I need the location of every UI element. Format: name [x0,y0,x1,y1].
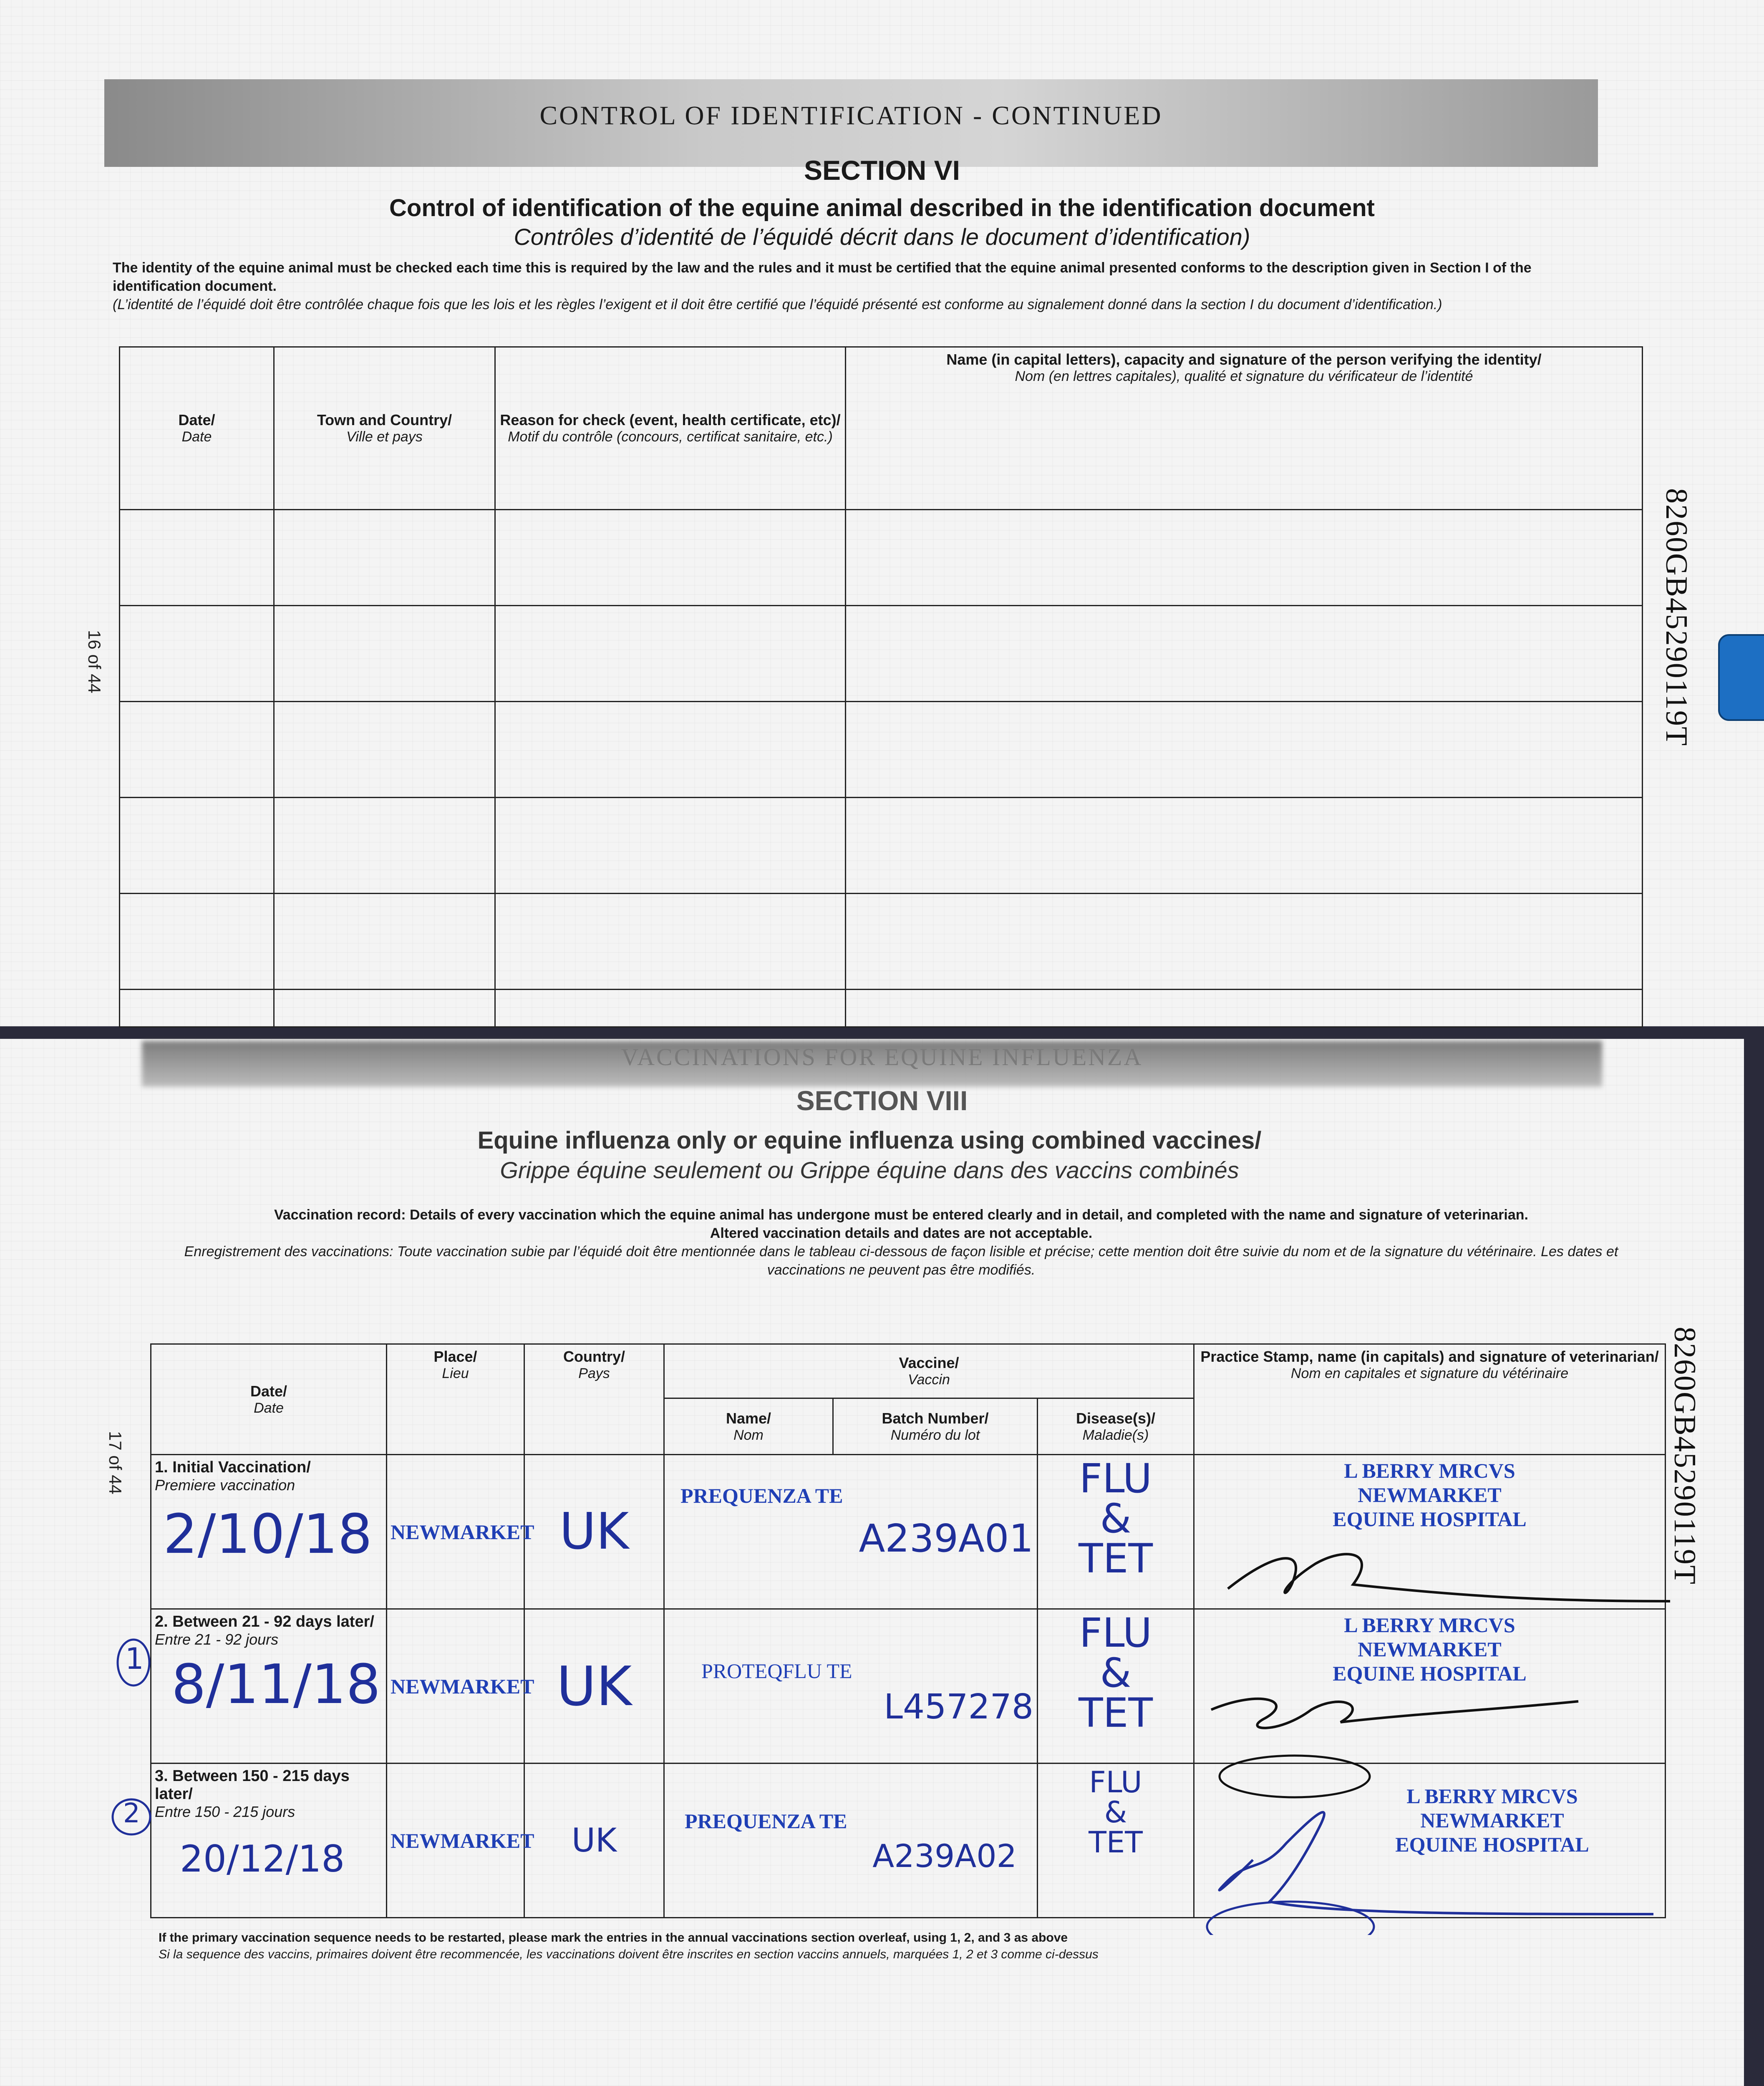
handwritten-country: UK [556,1654,632,1718]
vet-stamp-cell [1194,1609,1666,1764]
table-row [120,606,1643,702]
vaccination-row-2 [151,1609,1666,1764]
table-row [120,510,1643,606]
heading-english: Control of identification of the equine animal described in the identification document [389,194,1375,222]
section-title-viii: SECTION VIII [796,1085,968,1116]
col-disease: Disease(s)/ Maladie(s) [1038,1398,1194,1455]
intro-english: The identity of the equine animal must be checked each time this is required by the law and the rules and it must be certified that the equine animal presented conforms to the description given in Section I of the identification document. [113,260,1532,294]
intro-french: Enregistrement des vaccinations: Toute vaccination subie par l’équidé doit être mentionnée dans le tableau ci-dessous de façon lisible et précise; cette mention doit être suivie du nom et de la signature du vétérinaire. Les dates et vaccinations ne peuvent pas être modifiés. [184,1244,1618,1278]
footnote-french: Si la sequence des vaccins, primaires doivent être recommencée, les vaccinations doivent être inscrites en section vaccins annuels, marquées 1, 2 et 3 comme ci-dessus [159,1947,1099,1961]
intro-french: (L’identité de l’équidé doit être contrôlée chaque fois que les lois et les règles l’exigent et il doit être certifié que l’équidé présenté est conforme au signalement donné dans la section I du document d’identification.) [113,297,1442,312]
col-batch-number: Batch Number/ Numéro du lot [833,1398,1038,1455]
handwritten-date: 8/11/18 [171,1653,381,1716]
row-label: 3. Between 150 - 215 days later/ Entre 150 - 215 jours 20/12/18 [151,1764,387,1918]
col-reason: Reason for check (event, health certificate, etc)/ Motif du contrôle (concours, certificat sanitaire, etc.) [495,347,846,510]
vaccination-row-1 [151,1455,1666,1609]
intro-text [159,1206,1644,1279]
handwritten-batch: L457278 [884,1687,1033,1727]
vet-stamp: L BERRY MRCVS NEWMARKET EQUINE HOSPITAL [1333,1613,1527,1685]
vaccine-name-stamp: PREQUENZA TE [680,1484,843,1507]
handwritten-country: UK [559,1503,629,1561]
handwritten-disease: FLU & TET [1038,1764,1194,1918]
col-place: Place/ Lieu [387,1344,524,1455]
page-number: 17 of 44 [106,1431,125,1494]
handwritten-batch: A239A01 [859,1516,1033,1561]
table-header-row [120,347,1643,510]
intro-english: Vaccination record: Details of every vaccination which the equine animal has undergone must be entered clearly and in detail, and completed with the name and signature of veterinarian. [274,1207,1528,1223]
handwritten-disease: FLU & TET [1038,1455,1194,1609]
col-town-country: Town and Country/ Ville et pays [274,347,495,510]
vet-stamp: L BERRY MRCVS NEWMARKET EQUINE HOSPITAL [1395,1784,1589,1856]
vet-stamp: L BERRY MRCVS NEWMARKET EQUINE HOSPITAL [1333,1459,1527,1531]
col-vaccine-name: Name/ Nom [664,1398,833,1455]
row-label: 1. Initial Vaccination/ Premiere vaccination 2/10/18 [151,1455,387,1609]
vet-stamp-cell [1194,1455,1666,1609]
handwritten-date: 2/10/18 [163,1502,373,1566]
heading-english: Equine influenza only or equine influenza using combined vaccines/ [477,1127,1262,1154]
margin-mark-2: 2 [123,1798,140,1829]
vaccine-name-stamp: PROTEQFLU TE [701,1659,852,1683]
vaccine-name-stamp: PREQUENZA TE [685,1809,847,1833]
place-stamp: NEWMARKET [391,1829,534,1852]
intro-text [113,259,1585,314]
identity-check-table [119,346,1643,1028]
document-id: 8260GB45290119T [1659,488,1693,747]
handwritten-disease: FLU & TET [1038,1609,1194,1764]
page-header-faded: VACCINATIONS FOR EQUINE INFLUENZA [621,1043,1143,1071]
handwritten-batch: A239A02 [872,1837,1017,1874]
table-row [120,894,1643,990]
vaccination-table [150,1343,1666,1918]
col-stamp: Practice Stamp, name (in capitals) and signature of veterinarian/ Nom en capitales et signature du vétérinaire [1194,1344,1666,1455]
table-row [120,702,1643,798]
vet-signature [1203,1776,1662,1935]
margin-mark-1: 1 [125,1642,144,1676]
intro-warning: Altered vaccination details and dates are not acceptable. [710,1225,1093,1241]
place-stamp: NEWMARKET [391,1520,534,1544]
top-page [0,0,1764,1026]
section-title: SECTION VI [804,155,960,186]
vet-signature [1220,1539,1678,1614]
vet-stamp-cell [1194,1764,1666,1918]
col-name-signature: Name (in capital letters), capacity and signature of the person verifying the identity/ Nom (en lettres capitales), qualité et signature du vérificateur de l’identité [846,347,1643,510]
col-vaccine: Vaccine/ Vaccin [664,1344,1194,1398]
table-row [120,798,1643,894]
vaccination-row-3 [151,1764,1666,1918]
col-date: Date/ Date [151,1344,387,1455]
page-number: 16 of 44 [85,630,104,693]
handwritten-date: 20/12/18 [180,1837,345,1880]
heading-french: Grippe équine seulement ou Grippe équine dans des vaccins combinés [500,1157,1239,1183]
table-header-row [151,1344,1666,1398]
footnote [159,1930,1619,1963]
heading-french: Contrôles d’identité de l’équidé décrit dans le document d’identification) [514,224,1250,250]
handwritten-country: UK [571,1821,617,1859]
page-header: CONTROL OF IDENTIFICATION - CONTINUED [539,101,1163,130]
row-label: 2. Between 21 - 92 days later/ Entre 21 - 92 jours 8/11/18 [151,1609,387,1764]
col-country: Country/ Pays [524,1344,664,1455]
table-row [120,990,1643,1027]
place-stamp: NEWMARKET [391,1674,534,1698]
blue-tab-marker[interactable] [1718,634,1764,721]
col-date: Date/ Date [120,347,274,510]
document-id: 8260GB45290119T [1668,1327,1702,1585]
footnote-english: If the primary vaccination sequence needs to be restarted, please mark the entries in the annual vaccinations section overleaf, using 1, 2, and 3 as above [159,1931,1068,1945]
